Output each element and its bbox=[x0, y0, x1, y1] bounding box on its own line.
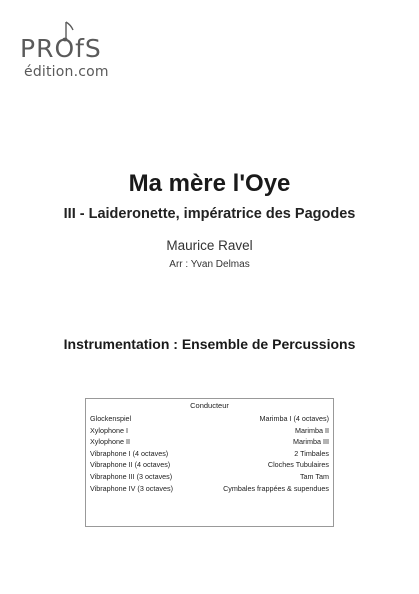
instrument-right: Marimba I (4 octaves) bbox=[259, 414, 329, 423]
score-title: Ma mère l'Oye bbox=[128, 170, 291, 197]
score-subtitle: III - Laideronette, impératrice des Pagodes bbox=[63, 206, 356, 222]
instrument-list-table bbox=[85, 398, 334, 527]
instrument-left: Vibraphone III (3 octaves) bbox=[90, 471, 173, 481]
instrument-row bbox=[90, 425, 329, 437]
instrument-right: Marimba II bbox=[295, 425, 329, 435]
instrument-row bbox=[90, 413, 329, 425]
instrument-left: Vibraphone II (4 octaves) bbox=[90, 460, 171, 470]
instrument-left: Vibraphone I (4 octaves) bbox=[90, 448, 169, 458]
instrument-row bbox=[90, 436, 329, 448]
instrument-left: Xylophone I bbox=[90, 425, 128, 435]
instrument-list-rows bbox=[90, 413, 329, 494]
instrument-left: Glockenspiel bbox=[90, 414, 132, 423]
logo-wordmark: PROfS bbox=[20, 34, 102, 63]
instrument-right: Marimba III bbox=[293, 437, 329, 447]
instrument-left: Vibraphone IV (3 octaves) bbox=[90, 483, 173, 493]
instrumentation-heading: Instrumentation : Ensemble de Percussions bbox=[63, 336, 356, 352]
instrument-row bbox=[90, 448, 329, 460]
instrument-right: Tam Tam bbox=[299, 471, 329, 481]
logo-domain: édition.com bbox=[24, 64, 109, 80]
arranger-name: Arr : Yvan Delmas bbox=[169, 259, 250, 270]
instrument-row bbox=[90, 459, 329, 471]
instrument-left: Xylophone II bbox=[90, 437, 130, 447]
publisher-logo[interactable] bbox=[20, 20, 130, 84]
instrument-row bbox=[90, 483, 329, 495]
instrument-right: Cloches Tubulaires bbox=[267, 460, 329, 470]
composer-name: Maurice Ravel bbox=[166, 238, 253, 253]
instrument-right: 2 Timbales bbox=[294, 448, 329, 458]
instrument-list-header: Conducteur bbox=[190, 401, 229, 410]
instrument-row bbox=[90, 471, 329, 483]
instrument-right: Cymbales frappées & supendues bbox=[223, 483, 329, 493]
